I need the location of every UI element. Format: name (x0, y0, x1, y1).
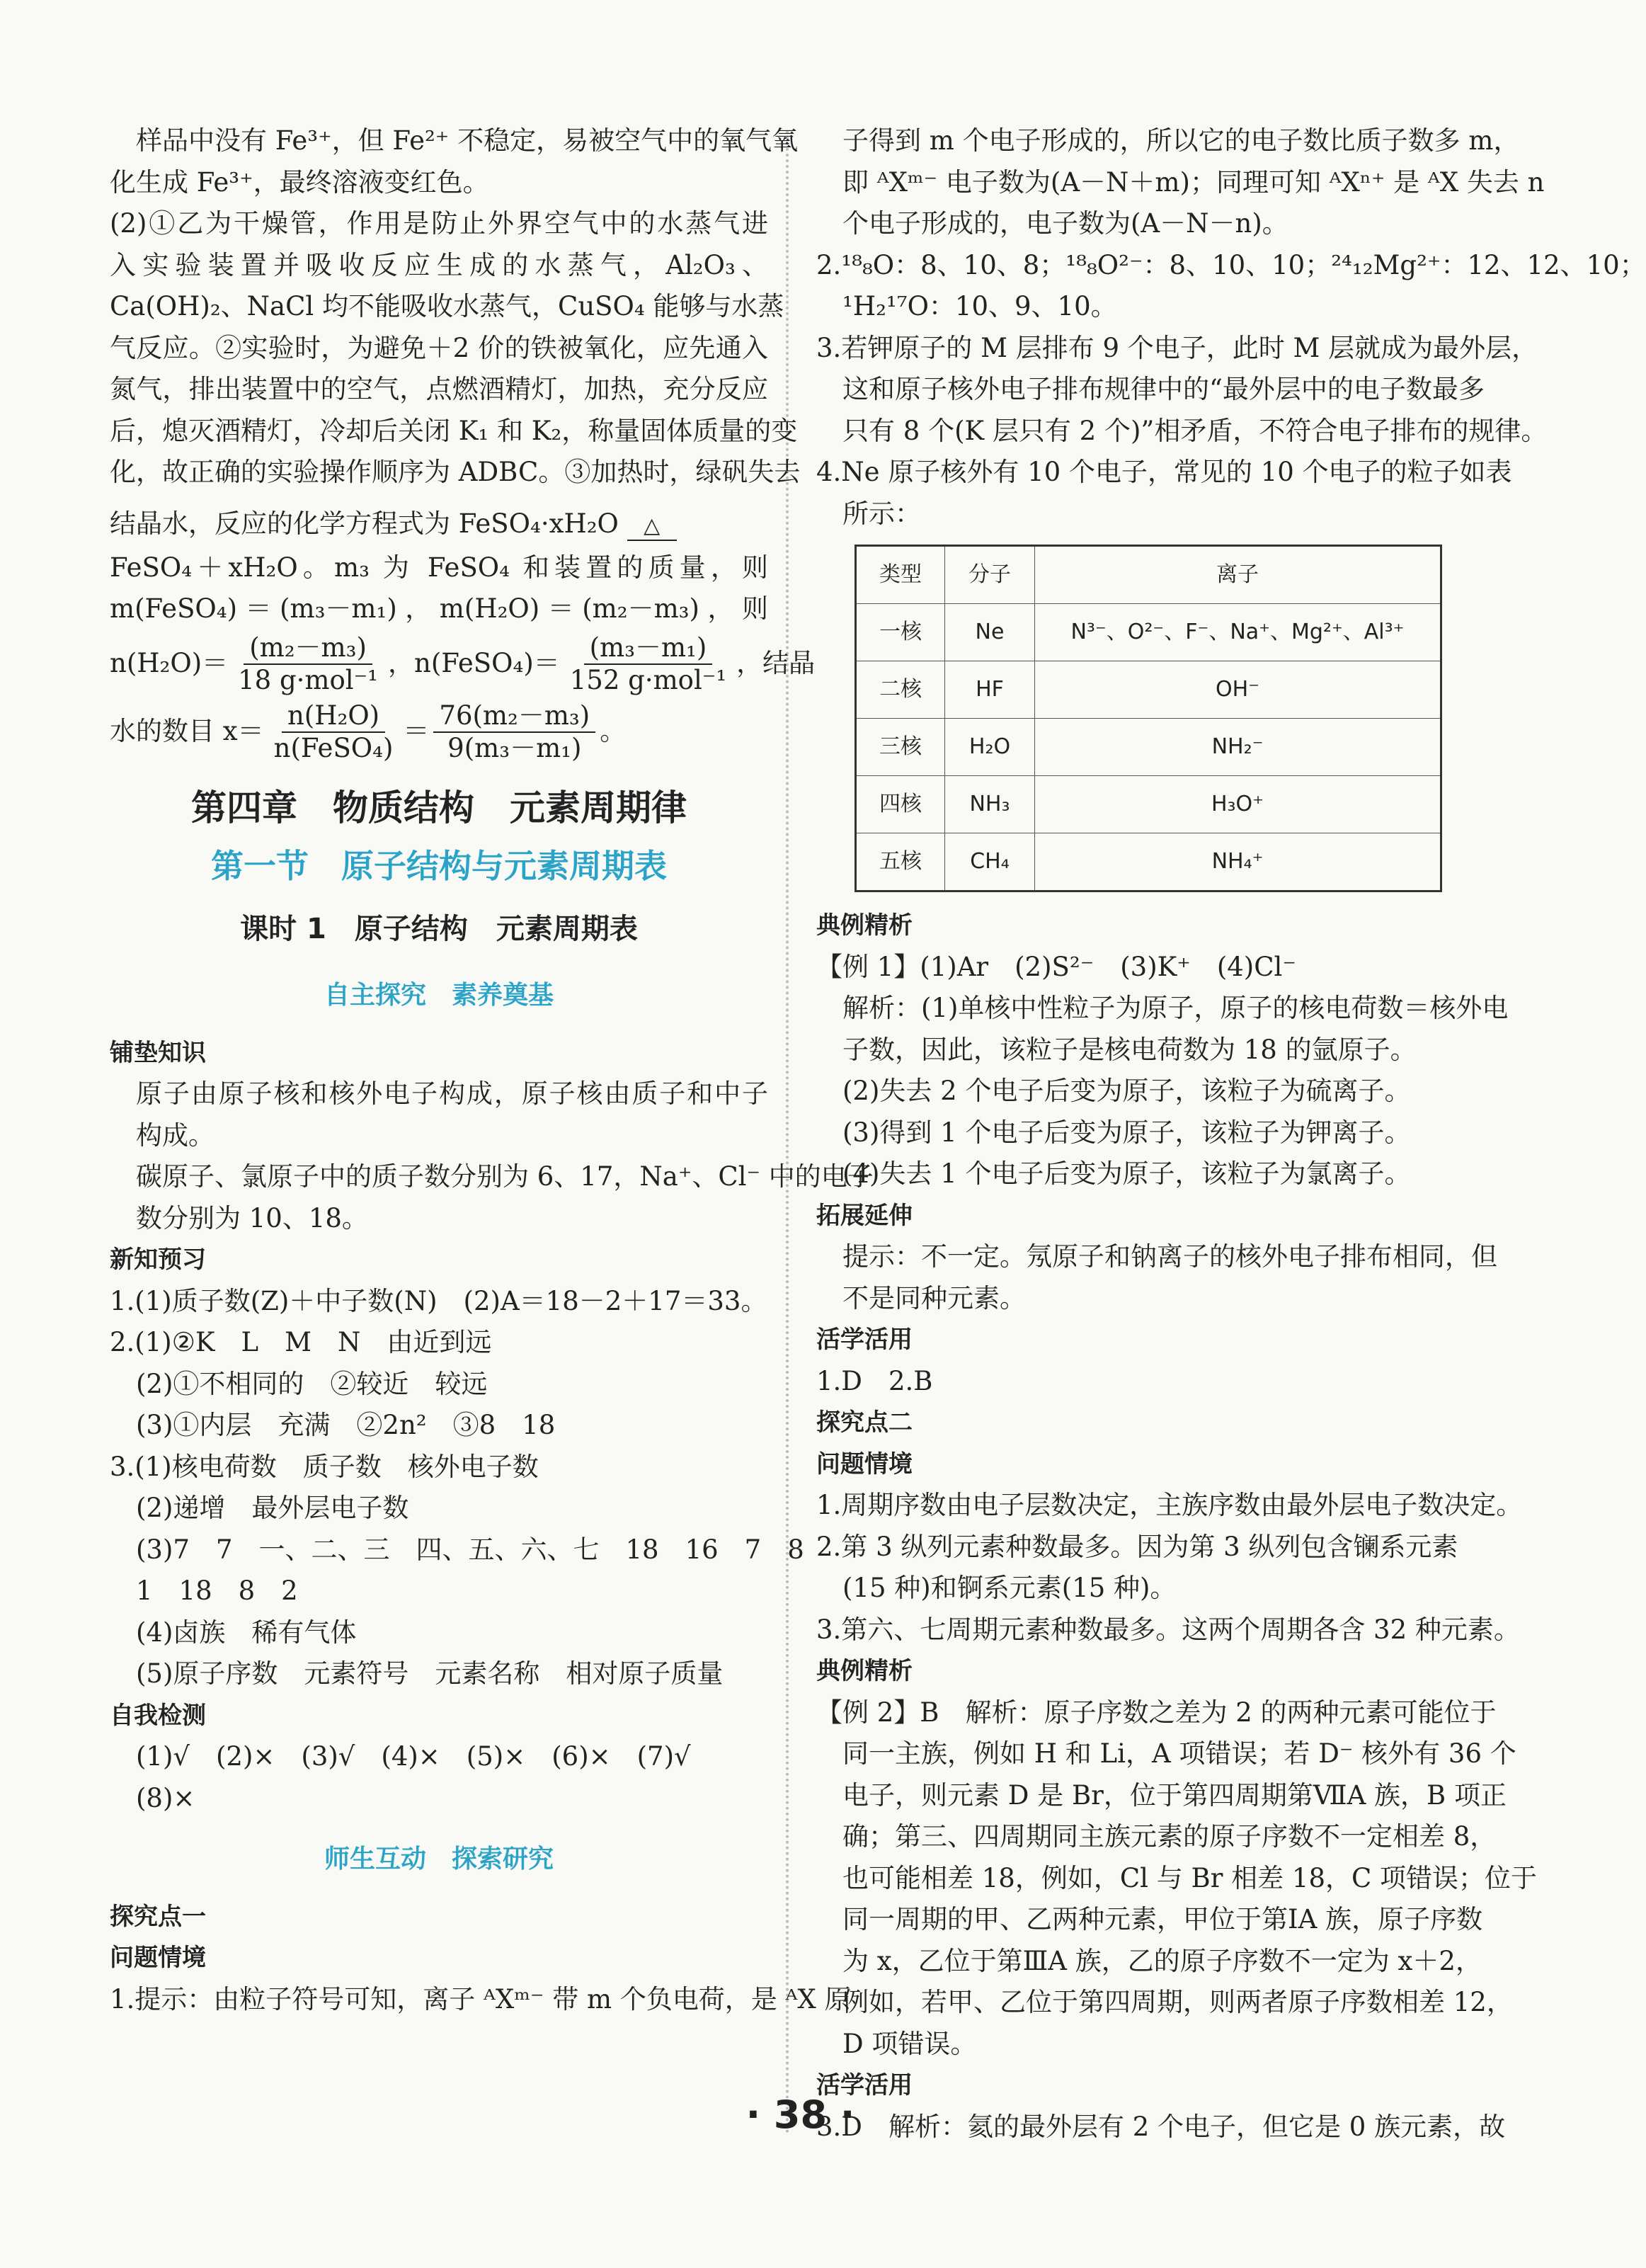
text-line: m(FeSO₄)＝(m₃－m₁)，m(H₂O)＝(m₂－m₃)，则 (110, 593, 768, 624)
text-line: 2.第 3 纵列元素种数最多。因为第 3 纵列包含镧系元素 (816, 1531, 1458, 1562)
table-header: 分子 (945, 546, 1035, 604)
text-line: (4)失去 1 个电子后变为原子，该粒子为氯离子。 (842, 1158, 1411, 1189)
text-line: ¹H₂¹⁷O：10、9、10。 (842, 291, 1117, 321)
text-line: 数分别为 10、18。 (136, 1202, 368, 1233)
formula-text: ＝ (403, 716, 430, 747)
text-line: 子数，因此，该粒子是核电荷数为 18 的氩原子。 (842, 1034, 1417, 1065)
example-answer: 【例 1】(1)Ar (2)S²⁻ (3)K⁺ (4)Cl⁻ (816, 951, 1296, 982)
text-line: 化生成 Fe³⁺，最终溶液变红色。 (110, 166, 489, 198)
table-row (856, 719, 1441, 776)
table-cell: 四核 (856, 776, 945, 833)
text-line: FeSO₄＋xH₂O。m₃ 为 FeSO₄ 和装置的质量，则 (110, 552, 768, 583)
formula-text: n(H₂O)＝ (110, 648, 229, 679)
text-line: (2)①乙为干燥管，作用是防止外界空气中的水蒸气进 (110, 208, 768, 239)
mole-formula (110, 630, 816, 698)
subsection-heading: 探究点一 (110, 1902, 206, 1931)
answer-line: 3.(1)核电荷数 质子数 核外电子数 (110, 1451, 539, 1482)
text-line: 所示： (842, 498, 921, 529)
answer-line: 2.(1)②K L M N 由近到远 (110, 1327, 492, 1357)
answer-line: (5)原子序数 元素符号 元素名称 相对原子质量 (136, 1658, 724, 1689)
text-line: 后，熄灭酒精灯，冷却后关闭 K₁ 和 K₂，称量固体质量的变 (110, 415, 798, 446)
subsection-heading: 活学活用 (816, 2071, 913, 2099)
table-cell: OH⁻ (1035, 661, 1441, 719)
subsection-heading: 问题情境 (816, 1449, 913, 1478)
chapter-title: 第四章 物质结构 元素周期律 (191, 787, 687, 828)
table-row (856, 604, 1441, 661)
table-cell: 二核 (856, 661, 945, 719)
text-line: 化，故正确的实验操作顺序为 ADBC。③加热时，绿矾失去 (110, 457, 801, 487)
table-row (856, 776, 1441, 833)
table-cell: NH₃ (945, 776, 1035, 833)
water-count-formula (110, 698, 768, 766)
text-line: 即 ᴬXᵐ⁻ 电子数为(A－N＋m)；同理可知 ᴬXⁿ⁺ 是 ᴬX 失去 n (842, 166, 1545, 198)
text-line: 碳原子、氯原子中的质子数分别为 6、17，Na⁺、Cl⁻ 中的电子 (136, 1161, 874, 1192)
answer-line: (1)√ (2)× (3)√ (4)× (5)× (6)× (7)√ (136, 1741, 691, 1772)
table-row (856, 833, 1441, 891)
text-line: 【例 2】B 解析：原子序数之差为 2 的两种元素可能位于 (816, 1697, 1497, 1728)
table-cell: CH₄ (945, 833, 1035, 891)
text-line: 提示：不一定。氖原子和钠离子的核外电子排布相同，但 (842, 1241, 1497, 1272)
table-cell: N³⁻、O²⁻、F⁻、Na⁺、Mg²⁺、Al³⁺ (1035, 604, 1441, 661)
text-line: 例如，若甲、乙位于第四周期，则两者原子序数相差 12， (842, 1987, 1513, 2017)
numerator: 76(m₂－m₃) (433, 700, 595, 733)
text-line: (15 种)和锕系元素(15 种)。 (842, 1573, 1177, 1603)
text-line: 气反应。②实验时，为避免＋2 价的铁被氧化，应先通入 (110, 332, 768, 363)
table-row (856, 661, 1441, 719)
text-line: 同一主族，例如 H 和 Li，A 项错误；若 D⁻ 核外有 36 个 (842, 1738, 1516, 1769)
answer-line: (2)递增 最外层电子数 (136, 1493, 409, 1523)
text-line: D 项错误。 (842, 2028, 977, 2059)
table-cell: NH₂⁻ (1035, 719, 1441, 776)
answer-line: 1.(1)质子数(Z)＋中子数(N) (2)A＝18－2＋17＝33。 (110, 1285, 767, 1316)
table-cell: NH₄⁺ (1035, 833, 1441, 891)
fraction (268, 700, 399, 764)
reaction-line (110, 494, 768, 547)
denominator: 152 g·mol⁻¹ (569, 664, 727, 695)
answer-line: 1 18 8 2 (136, 1575, 298, 1606)
section-title: 第一节 原子结构与元素周期表 (211, 847, 667, 885)
text-line: 子得到 m 个电子形成的，所以它的电子数比质子数多 m， (842, 125, 1520, 156)
table-cell: H₃O⁺ (1035, 776, 1441, 833)
text-line: 1.周期序数由电子层数决定，主族序数由最外层电子数决定。 (816, 1490, 1523, 1520)
text-line: 2.¹⁸₈O：8、10、8；¹⁸₈O²⁻：8、10、10；²⁴₁₂Mg²⁺：12、12、10； (816, 249, 1646, 280)
formula-text: ，结晶 (736, 648, 816, 679)
subsection-heading: 自我检测 (110, 1701, 206, 1730)
numerator: (m₃－m₁) (584, 632, 713, 665)
subsection-heading: 探究点二 (816, 1408, 913, 1437)
text-line: 只有 8 个(K 层只有 2 个)”相矛盾，不符合电子排布的规律。 (842, 415, 1548, 446)
text-line: 电子，则元素 D 是 Br，位于第四周期第ⅦA 族，B 项正 (842, 1779, 1507, 1811)
subsection-heading: 活学活用 (816, 1326, 913, 1354)
text-line: 3.若钾原子的 M 层排布 9 个电子，此时 M 层就成为最外层， (816, 332, 1538, 363)
subsection-heading: 问题情境 (110, 1944, 206, 1972)
numerator: n(H₂O) (282, 700, 385, 733)
denominator: 9(m₃－m₁) (447, 732, 582, 763)
text-line: 原子由原子核和核外电子构成，原子核由质子和中子 (136, 1078, 768, 1109)
answer-line: (3)①内层 充满 ②2n² ③8 18 (136, 1410, 556, 1440)
page-number: · 38 · (745, 2092, 855, 2137)
text-line: 3.第六、七周期元素种数最多。这两个周期各含 32 种元素。 (816, 1614, 1520, 1645)
text-line: Ca(OH)₂、NaCl 均不能吸收水蒸气，CuSO₄ 能够与水蒸 (110, 291, 784, 321)
text-line: 3.D 解析：氦的最外层有 2 个电子，但它是 0 族元素，故 (816, 2111, 1506, 2142)
formula-text: 水的数目 x＝ (110, 716, 264, 747)
answer-line: (3)7 7 一、二、三 四、五、六、七 18 16 7 8 (136, 1534, 804, 1565)
text-line: 确；第三、四周期同主族元素的原子序数不一定相差 8， (842, 1821, 1497, 1852)
text-line: 构成。 (136, 1119, 215, 1151)
text-line: 4.Ne 原子核外有 10 个电子，常见的 10 个电子的粒子如表 (816, 457, 1512, 487)
text-line: 不是同种元素。 (842, 1282, 1026, 1313)
fraction (433, 700, 595, 764)
lesson-title: 课时 1 原子结构 元素周期表 (240, 912, 638, 945)
text-line: 为 x，乙位于第ⅢA 族，乙的原子序数不一定为 x＋2， (842, 1945, 1482, 1976)
fraction (564, 632, 732, 696)
reaction-text: 结晶水，反应的化学方程式为 FeSO₄·xH₂O (110, 508, 619, 539)
answer-line: 1.D 2.B (816, 1365, 933, 1396)
text-line: 个电子形成的，电子数为(A－N－n)。 (842, 208, 1288, 239)
table-cell: Ne (945, 604, 1035, 661)
text-line: (3)得到 1 个电子后变为原子，该粒子为钾离子。 (842, 1117, 1411, 1148)
subsection-heading: 拓展延伸 (816, 1201, 913, 1230)
module-heading: 自主探究 素养奠基 (324, 981, 554, 1010)
denominator: 18 g·mol⁻¹ (238, 664, 378, 695)
text-line: 这和原子核外电子排布规律中的“最外层中的电子数最多 (842, 374, 1485, 404)
text-line: 1.提示：由粒子符号可知，离子 ᴬXᵐ⁻ 带 m 个负电荷，是 ᴬX 原 (110, 1983, 851, 2015)
ten-electron-particle-table (855, 545, 1442, 892)
numerator: (m₂－m₃) (244, 632, 372, 665)
text-line: (2)失去 2 个电子后变为原子，该粒子为硫离子。 (842, 1076, 1411, 1106)
text-line: 样品中没有 Fe³⁺，但 Fe²⁺ 不稳定，易被空气中的氧气氧 (136, 125, 799, 156)
table-cell: 三核 (856, 719, 945, 776)
module-heading: 师生互动 探索研究 (324, 1845, 554, 1874)
table-cell: H₂O (945, 719, 1035, 776)
table-header-row (856, 546, 1441, 604)
right-column (816, 120, 1646, 2148)
answer-line: (8)× (136, 1782, 195, 1813)
formula-text: 。 (600, 716, 627, 747)
denominator: n(FeSO₄) (273, 732, 394, 763)
subsection-heading: 典例精析 (816, 1657, 913, 1685)
text-line: 解析：(1)单核中性粒子为原子，原子的核电荷数＝核外电 (842, 993, 1509, 1023)
subsection-heading: 典例精析 (816, 911, 913, 940)
table-header: 类型 (856, 546, 945, 604)
text-line: 氮气，排出装置中的空气，点燃酒精灯，加热，充分反应 (110, 374, 768, 404)
table-header: 离子 (1035, 546, 1441, 604)
text-line: 也可能相差 18，例如，Cl 与 Br 相差 18，C 项错误；位于 (842, 1862, 1538, 1893)
answer-line: (2)①不相同的 ②较近 较远 (136, 1368, 488, 1399)
fraction (232, 632, 384, 696)
formula-text: ，n(FeSO₄)＝ (388, 648, 560, 679)
table-cell: HF (945, 661, 1035, 719)
text-line: 同一周期的甲、乙两种元素，甲位于第ⅠA 族，原子序数 (842, 1904, 1483, 1934)
table-cell: 五核 (856, 833, 945, 891)
table-cell: 一核 (856, 604, 945, 661)
answer-line: (4)卤族 稀有气体 (136, 1617, 357, 1648)
subsection-heading: 新知预习 (110, 1246, 206, 1274)
heat-symbol: △ (627, 515, 677, 537)
subsection-heading: 铺垫知识 (110, 1038, 206, 1067)
text-line: 入实验装置并吸收反应生成的水蒸气，Al₂O₃、 (110, 249, 768, 280)
